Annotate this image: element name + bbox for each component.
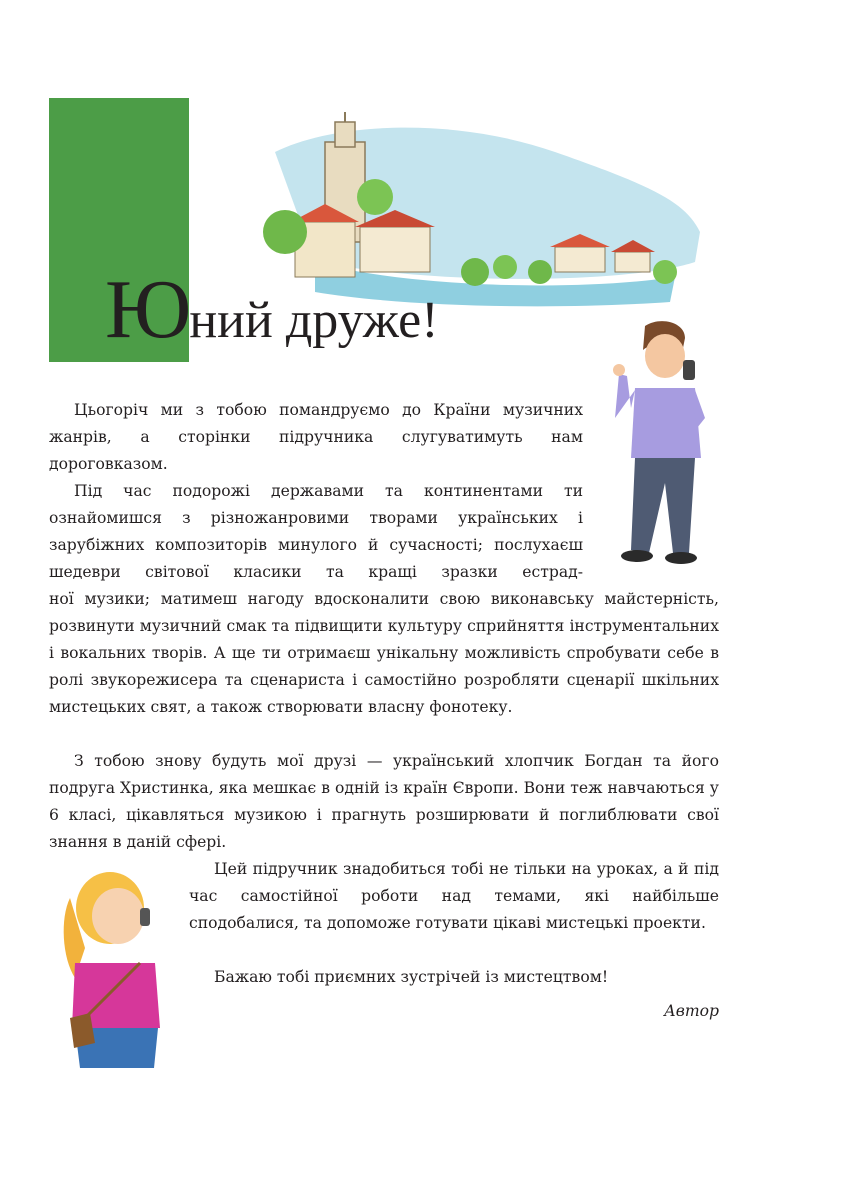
boy-with-phone-illustration (605, 318, 715, 573)
girl-with-phone-illustration (50, 868, 185, 1078)
paragraph-textbook: Цей підручник знадобиться тобі не тільки на уроках, а й під час самостійної роботи над темами, які найбільше сподобалися, та допоможе готувати цікаві мистецькі проекти. (189, 860, 719, 932)
paragraph-wishes: Бажаю тобі приємних зустрічей із мистецтвом! (214, 968, 609, 986)
paragraph-friends: З тобою знову будуть мої друзі — український хлопчик Богдан та його подруга Христинка, яка мешкає в одній із країн Європи. Вони теж навчаються у 6 класі, цікавляться музикою і прагнуть розширювати й поглиблювати свої знання в даній сфері. (49, 752, 719, 851)
paragraph-intro: Цьогоріч ми з тобою помандруємо до Країни музичних жанрів, а сторінки підручника слугуватимуть нам дороговказом. (49, 401, 583, 473)
title-first-letter: Ю (105, 263, 190, 356)
author-signature: Автор (663, 1002, 719, 1020)
paragraph-journey: Під час подорожі державами та континентами ти ознайомишся з різножанровими творами українських і зарубіжних композиторів минулого й сучасності; послухаєш шедеври світової класики та кращі зразки естрад- (49, 482, 583, 581)
page-title (105, 263, 439, 356)
title-rest: ний друже! (189, 292, 439, 349)
paragraph-journey-continued: ної музики; матимеш нагоду вдосконалити свою виконавську майстерність, розвинути музичний смак та підвищити культуру сприйняття інструментальних і вокальних творів. А ще ти отримаєш унікальну можливість спробувати себе в ролі звукорежисера та сценариста і самостійно розробляти сценарії шкільних мистецьких свят, а також створювати власну фонотеку. (49, 590, 719, 716)
